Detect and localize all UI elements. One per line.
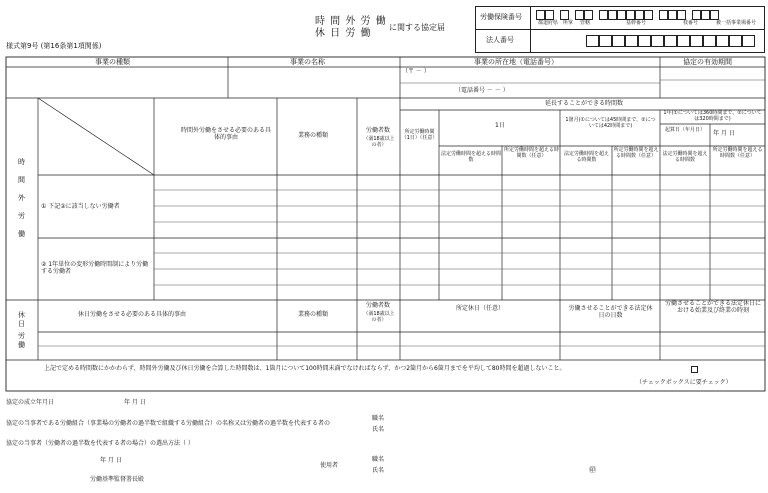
extendable-hours-header: 延長することができる時間数 (545, 100, 624, 107)
overtime-side-0: 時 (18, 158, 25, 166)
month-legal-exceed: 法定労働時間を超える時間数 (563, 151, 609, 163)
union-name[interactable]: 氏名 (372, 426, 385, 433)
insurance-sub-0: 都道府県 (538, 20, 559, 26)
insurance-sub-3: 基幹番号 (626, 20, 647, 26)
overtime-workers-sub: （満18歳以上の者） (363, 136, 395, 148)
holiday-job-header: 業務の種類 (298, 311, 329, 318)
holiday-workers-header: 労働者数 (366, 302, 391, 309)
year-legal-exceed: 法定労働時間を超える時間数 (662, 151, 708, 163)
corp-number-label: 法人番号 (486, 36, 514, 44)
title-suffix: に関する協定届 (389, 23, 445, 32)
holiday-side-3: 働 (18, 341, 25, 349)
day-fixed-exceed: 所定労働時間を超える時間数（任意） (504, 147, 560, 159)
check-note: （チェックボックスに要チェック） (636, 379, 732, 386)
year-header: 1年(①については360時間まで、②については320時間まで) (663, 110, 762, 122)
business-type-header: 事業の種類 (95, 58, 130, 66)
overtime-reason-header: 時間外労働をさせる必要のある具体的事由 (180, 127, 271, 141)
row2-label: ② 1年単位の変形労働時間制により労働する労働者 (41, 261, 149, 275)
submission-date[interactable]: 年 月 日 (100, 457, 122, 464)
holiday-side-1: 日 (18, 320, 25, 328)
holiday-side-0: 休 (18, 311, 25, 319)
employer-label: 使用者 (320, 462, 339, 469)
business-type-field[interactable] (7, 68, 227, 97)
day-header: 1日 (495, 122, 505, 129)
overtime-workers-header: 労働者数 (366, 127, 391, 134)
election-method[interactable]: 協定の当事者（労働者の過半数を代表する者の場合）の選出方法（ ） (6, 440, 194, 447)
union-label: 協定の当事者である労働組合（事業場の労働者の過半数で組織する労働組合）の名称又は労働者の過半数を代表する者の (6, 420, 331, 427)
month-header: 1箇月(①については45時間まで、②については42時間まで) (565, 117, 656, 129)
day-legal-exceed: 法定労働時間を超える時間数 (441, 151, 502, 163)
insurance-sub-5: 被一括事業場番号 (716, 20, 757, 26)
insurance-sub-4: 枝番号 (683, 20, 699, 26)
seal-mark: ㊞ (589, 466, 596, 474)
form-number: 様式第9号 (第16条第1項関係) (6, 42, 102, 50)
agreement-date-ymd[interactable]: 年 月 日 (124, 399, 146, 406)
holiday-reason-header: 休日労働をさせる必要のある具体的事由 (78, 311, 187, 318)
insurance-number-label: 労働保険番号 (480, 13, 522, 21)
standard-hours-header: 所定労働時間（1日）（任意） (401, 129, 438, 141)
agreement-date-label: 協定の成立年月日 (6, 399, 55, 406)
start-date-ymd[interactable]: 年 月 日 (713, 130, 735, 137)
employer-name[interactable]: 氏名 (372, 467, 385, 474)
holiday-side-2: 労 (18, 332, 25, 340)
year-fixed-exceed: 所定労働時間を超える時間数（任意） (712, 147, 763, 159)
overtime-side-4: 働 (18, 230, 25, 238)
fixed-holiday-header: 所定休日（任意） (455, 305, 504, 312)
phone-number[interactable]: （電話番号 － － ） (455, 87, 509, 94)
overtime-side-1: 間 (18, 176, 25, 184)
overtime-side-3: 労 (18, 212, 25, 220)
office-label: 労働基準監督署長殿 (90, 476, 145, 483)
validity-field[interactable] (661, 68, 764, 97)
holiday-time-header: 労働させることができる法定休日における始業及び終業の時刻 (664, 300, 761, 314)
notice-checkbox[interactable] (691, 366, 698, 373)
business-address-header: 事業の所在地（電話番号） (474, 58, 558, 66)
insurance-sub-2: 管轄 (580, 20, 591, 26)
insurance-sub-1: 所掌 (563, 20, 574, 26)
overtime-side-2: 外 (18, 194, 25, 202)
validity-header: 協定の有効期間 (683, 58, 732, 66)
row1-label: ① 下記②に該当しない労働者 (41, 203, 120, 210)
business-name-field[interactable] (229, 68, 399, 97)
overtime-job-header: 業務の種類 (298, 132, 329, 139)
postal-code[interactable]: （〒 － ） (402, 68, 430, 75)
business-name-header: 事業の名称 (290, 58, 325, 66)
title-line-2: 休 日 労 働 (315, 28, 372, 39)
month-fixed-exceed: 所定労働時間を超える時間数（任意） (613, 147, 659, 159)
employer-position[interactable]: 職名 (372, 456, 385, 463)
holiday-days-header: 労働させることができる法定休日の日数 (568, 305, 653, 319)
holiday-workers-sub: （満18歳以上の者） (363, 311, 395, 323)
union-position[interactable]: 職名 (372, 415, 385, 422)
start-date-label: 起算日（年月日） (664, 127, 705, 133)
title-line-1: 時 間 外 労 働 (315, 16, 387, 27)
notice-text: 上記で定める時間数にかかわらず、時間外労働及び休日労働を合算した時間数は、1箇月について100時間未満でなければならず、かつ2箇月から6箇月までを平均して80時間を超過しないこと。 (44, 365, 566, 372)
